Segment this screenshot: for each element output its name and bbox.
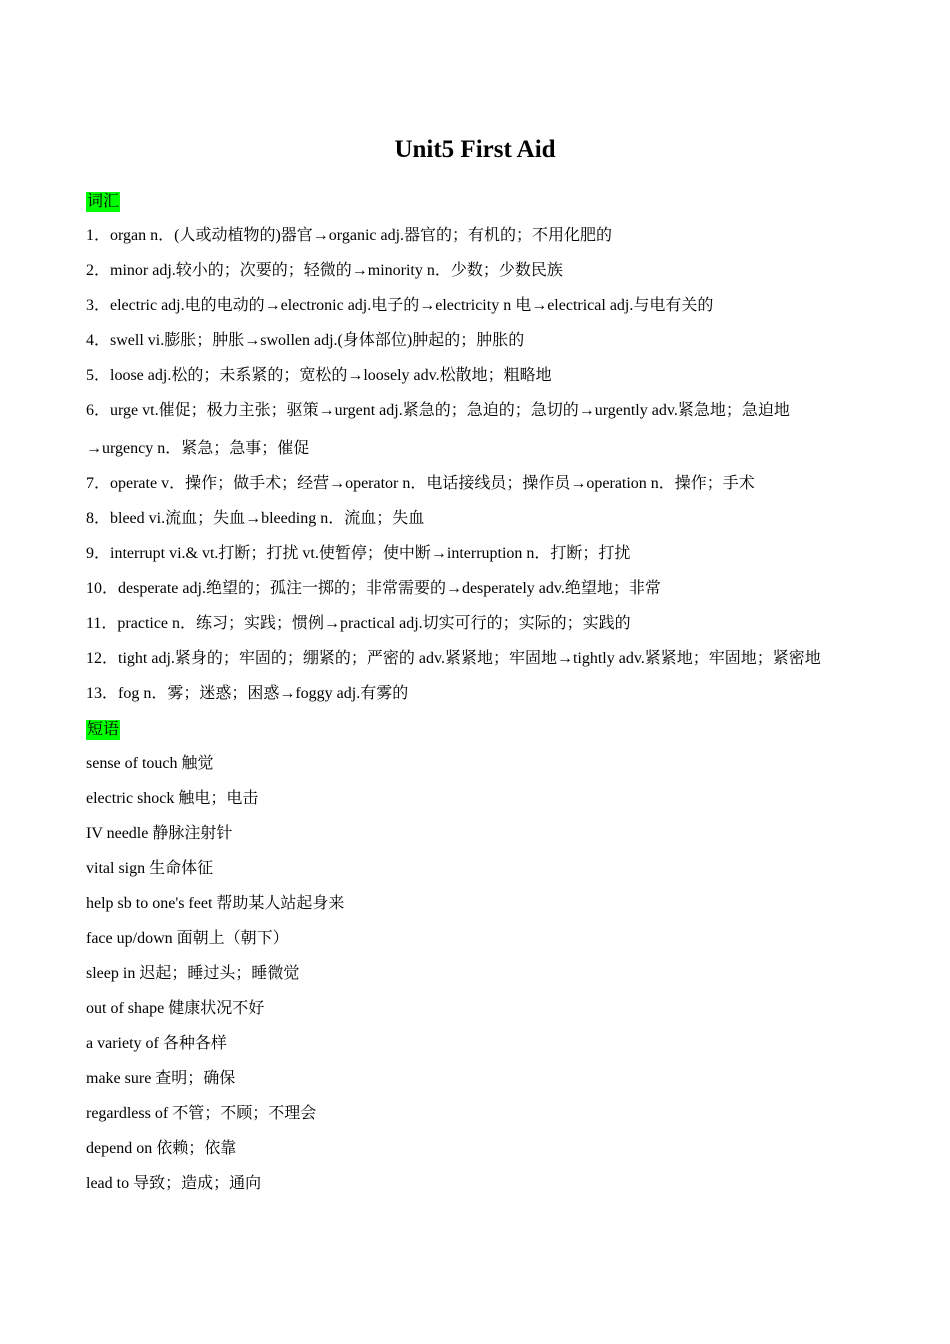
vocab-item: 8．bleed vi.流血；失血→bleeding n．流血；失血 xyxy=(86,510,425,527)
vocab-item: 13．fog n．雾；迷惑；困惑→foggy adj.有雾的 xyxy=(86,685,409,702)
vocab-item: 3．electric adj.电的电动的→electronic adj.电子的→electricity n 电→electrical adj.与电有关的 xyxy=(86,297,714,314)
phrase-item: out of shape 健康状况不好 xyxy=(86,1000,265,1017)
vocab-item: 1．organ n．(人或动植物的)器官→organic adj.器官的；有机的；不用化肥的 xyxy=(86,227,613,244)
phrase-item: regardless of 不管；不顾；不理会 xyxy=(86,1105,317,1122)
phrase-item: depend on 依赖；依靠 xyxy=(86,1140,237,1157)
vocab-item: 2．minor adj.较小的；次要的；轻微的→minority n．少数；少数民族 xyxy=(86,262,563,279)
vocab-item: 11．practice n．练习；实践；惯例→practical adj.切实可行的；实际的；实践的 xyxy=(86,615,631,632)
phrase-item: vital sign 生命体征 xyxy=(86,860,214,877)
phrase-item: sense of touch 触觉 xyxy=(86,755,214,772)
phrases-section-label: 短语 xyxy=(87,721,120,738)
vocab-item: 7．operate v．操作；做手术；经营→operator n．电话接线员；操作员→operation n．操作；手术 xyxy=(86,475,755,492)
vocab-item: 4．swell vi.膨胀；肿胀→swollen adj.(身体部位)肿起的；肿胀的 xyxy=(86,332,525,349)
vocab-section-label: 词汇 xyxy=(87,193,120,210)
vocab-item: 6．urge vt.催促；极力主张；驱策→urgent adj.紧急的；急迫的；急切的→urgently adv.紧急地；急迫地 xyxy=(86,402,790,419)
phrase-item: IV needle 静脉注射针 xyxy=(86,825,233,842)
page-title: Unit5 First Aid xyxy=(394,136,556,163)
vocab-item-continued: →urgency n．紧急；急事；催促 xyxy=(86,440,310,457)
vocab-item: 5．loose adj.松的；未系紧的；宽松的→loosely adv.松散地；粗略地 xyxy=(86,367,552,384)
vocab-item: 12．tight adj.紧身的；牢固的；绷紧的；严密的 adv.紧紧地；牢固地→tightly adv.紧紧地；牢固地；紧密地 xyxy=(86,650,821,667)
phrase-item: electric shock 触电；电击 xyxy=(86,790,259,807)
phrase-item: face up/down 面朝上（朝下） xyxy=(86,930,289,947)
phrase-item: a variety of 各种各样 xyxy=(86,1035,227,1052)
phrase-item: make sure 查明；确保 xyxy=(86,1070,236,1087)
phrase-item: sleep in 迟起；睡过头；睡微觉 xyxy=(86,965,300,982)
vocab-item: 10．desperate adj.绝望的；孤注一掷的；非常需要的→desperately adv.绝望地；非常 xyxy=(86,580,661,597)
phrase-item: help sb to one's feet 帮助某人站起身来 xyxy=(86,895,345,912)
vocab-item: 9．interrupt vi.& vt.打断；打扰 vt.使暂停；使中断→interruption n．打断；打扰 xyxy=(86,545,631,562)
phrase-item: lead to 导致；造成；通向 xyxy=(86,1175,262,1192)
